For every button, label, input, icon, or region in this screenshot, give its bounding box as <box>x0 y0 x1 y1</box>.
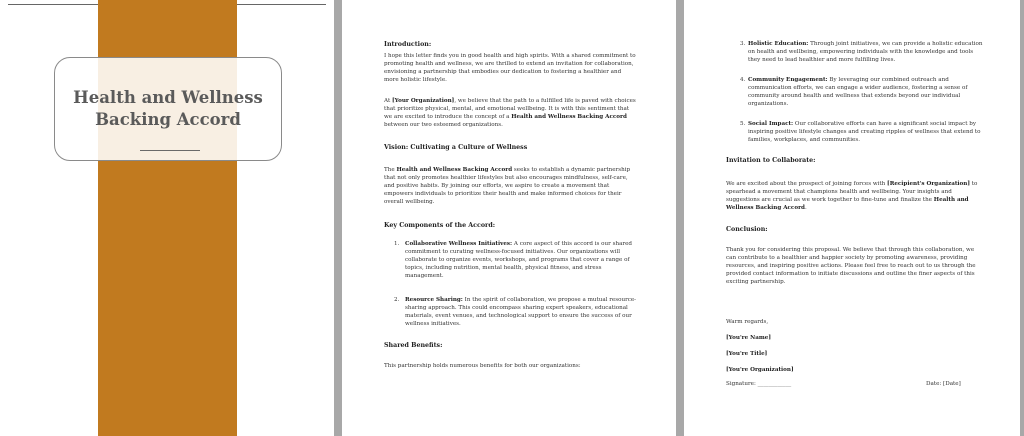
list-item-social-impact: Social Impact: Our collaborative efforts can have a significant social impact by inspiring positive lifestyle changes and creating ripples of wellness that extend to families, workplaces, and communities. <box>748 121 981 143</box>
accord-name: Health and Wellness Backing Accord <box>396 167 513 173</box>
list-number: 2. <box>394 297 400 303</box>
list-item-collaborative-wellness: Collaborative Wellness Initiatives: A core aspect of this accord is our shared commitment to curating wellness-focused initiatives. Our organizations will collaborate to organize events, workshops, and programs that cover a range of topics, including nutrition, mental health, physical fitness, and stress management. <box>405 241 632 279</box>
date-line: Date: [Date] <box>926 381 961 387</box>
vision-heading: Vision: Cultivating a Culture of Wellness <box>384 144 528 151</box>
list-number: 5. <box>740 121 746 127</box>
intro-paragraph-2: At [Your Organization], we believe that the path to a fulfilled life is paved with choices that prioritize physical, mental, and emotional wellbeing. It is with this sentiment that we are excited to introduce the concept of a Health and Wellness Backing Accord between our two esteemed organizations. <box>384 98 636 128</box>
conclusion-paragraph: Thank you for considering this proposal. We believe that through this collaboration, we can contribute to a healthier and happier society by promoting awareness, providing resources, and inspiring positive actions. Please feel free to reach out to us through the provided contact information to initiate discussions and outline the finer aspects of this exciting partnership. <box>726 247 976 285</box>
cover-title-box <box>54 57 282 161</box>
cover-title-line2: Backing Accord <box>95 110 241 129</box>
list-item-holistic-education: Holistic Education: Through joint initiatives, we can provide a holistic education on health and wellbeing, empowering individuals with the knowledge and tools they need to lead healthier and more fulfilling lives. <box>748 41 983 63</box>
key-components-heading: Key Components of the Accord: <box>384 222 496 229</box>
cover-title-line1: Health and Wellness <box>73 88 263 107</box>
list-item-resource-sharing: Resource Sharing: In the spirit of collaboration, we propose a mutual resource-sharing approach. This could encompass sharing expert speakers, educational materials, event venues, and technological support to ensure the success of our wellness initiatives. <box>405 297 637 327</box>
cover-title <box>55 87 281 131</box>
cover-page <box>0 0 334 436</box>
closing-salutation: Warm regards, <box>726 319 769 325</box>
sender-title: [You're Title] <box>726 351 768 357</box>
list-item-community-engagement: Community Engagement: By leveraging our combined outreach and communication efforts, we can engage a wider audience, fostering a sense of community around health and wellness that extends beyond our individual organizations. <box>748 77 968 107</box>
accord-name: Health and Wellness Backing Accord <box>726 197 969 211</box>
list-number: 3. <box>740 41 746 47</box>
list-item-title: Resource Sharing: <box>405 297 463 303</box>
list-number: 1. <box>394 241 400 247</box>
invitation-paragraph: We are excited about the prospect of joining forces with [Recipient's Organization] to spearhead a movement that champions health and wellbeing. Your insights and suggestions are crucial as we work together to fine-tune and finalize the Health and Wellness Backing Accord. <box>726 181 978 211</box>
list-item-title: Collaborative Wellness Initiatives: <box>405 241 513 247</box>
sender-organization: [You're Organization] <box>726 367 794 373</box>
list-number: 4. <box>740 77 746 83</box>
cover-title-rule <box>140 150 200 151</box>
org-placeholder: [Your Organization] <box>391 98 455 104</box>
vision-paragraph: The Health and Wellness Backing Accord seeks to establish a dynamic partnership that not only promotes healthier lifestyles but also encourages mindfulness, self-care, and positive habits. By joining our efforts, we aspire to create a movement that empowers individuals to prioritize their health and make informed choices for their overall wellbeing. <box>384 167 631 205</box>
conclusion-heading: Conclusion: <box>726 226 768 233</box>
signature-line: Signature: ____________ <box>726 381 792 387</box>
shared-benefits-heading: Shared Benefits: <box>384 342 443 349</box>
list-item-title: Social Impact: <box>748 121 794 127</box>
intro-paragraph-1: I hope this letter finds you in good health and high spirits. With a shared commitment to promoting health and wellness, we are thrilled to extend an invitation for collaboration, envisioning a partnership that embodies our dedication to fostering a healthier and more holistic lifestyle. <box>384 53 636 83</box>
recipient-org-placeholder: [Recipient's Organization] <box>887 181 970 187</box>
document-page-2 <box>342 0 676 436</box>
invitation-heading: Invitation to Collaborate: <box>726 157 816 164</box>
intro-heading: Introduction: <box>384 41 432 48</box>
accord-name: Health and Wellness Backing Accord <box>511 114 627 120</box>
sender-name: [You're Name] <box>726 335 771 341</box>
shared-benefits-paragraph: This partnership holds numerous benefits for both our organizations: <box>384 363 581 369</box>
document-page-3 <box>684 0 1020 436</box>
list-item-title: Holistic Education: <box>748 41 809 47</box>
list-item-title: Community Engagement: <box>748 77 828 83</box>
